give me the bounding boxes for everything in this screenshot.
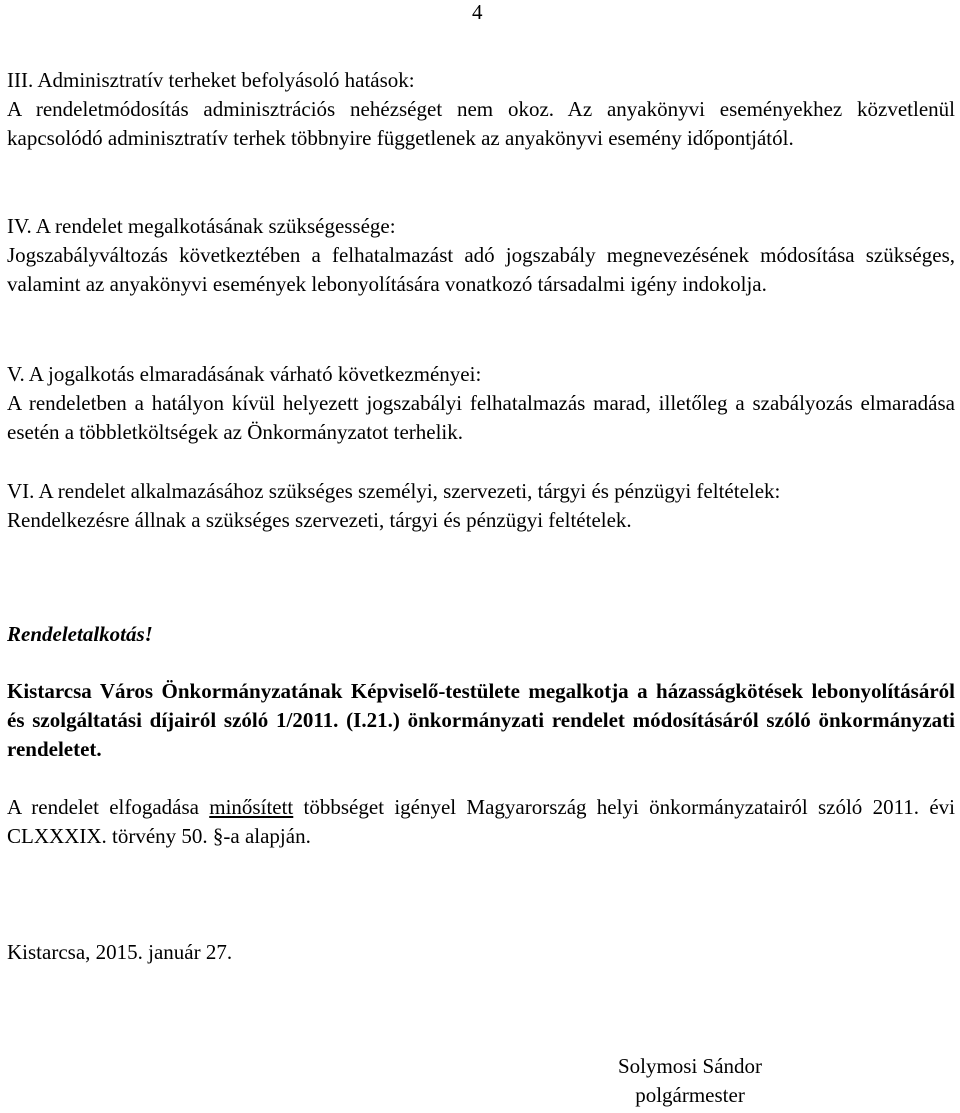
section-heading: V. A jogalkotás elmaradásának várható következményei: xyxy=(7,362,482,386)
section-text: Rendelkezésre állnak a szükséges szervezeti, tárgyi és pénzügyi feltételek. xyxy=(7,508,632,532)
date-place: Kistarcsa, 2015. január 27. xyxy=(7,940,233,964)
signature-block xyxy=(602,1052,778,1110)
section-conditions xyxy=(7,477,955,535)
adoption-underlined-term: minősített xyxy=(209,795,294,819)
section-administrative-burdens xyxy=(7,66,955,153)
rendeletalkotas-heading: Rendeletalkotás! xyxy=(7,622,153,646)
section-heading: VI. A rendelet alkalmazásához szükséges személyi, szervezeti, tárgyi és pénzügyi feltételek: xyxy=(7,479,781,503)
section-text: Jogszabályváltozás következtében a felhatalmazást adó jogszabály megnevezésének módosítása szükséges, valamint az anyakönyvi események lebonyolítására vonatkozó társadalmi igény indokolja. xyxy=(7,243,955,296)
signatory-name: Solymosi Sándor xyxy=(617,1054,763,1078)
adoption-text xyxy=(7,793,955,851)
section-text: A rendeletben a hatályon kívül helyezett jogszabályi felhatalmazás marad, illetőleg a szabályozás elmaradása esetén a többletköltségek az Önkormányzatot terhelik. xyxy=(7,391,955,444)
section-heading: IV. A rendelet megalkotásának szükségessége: xyxy=(7,214,396,238)
resolution-text: Kistarcsa Város Önkormányzatának Képviselő-testülete megalkotja a házasságkötések lebonyolításáról és szolgáltatási díjairól szóló 1/2011. (I.21.) önkormányzati rendelet módosításáról szóló önkormányzati rendeletet. xyxy=(7,679,955,761)
signatory-title: polgármester xyxy=(635,1083,745,1107)
section-necessity xyxy=(7,212,955,299)
section-text: A rendeletmódosítás adminisztrációs nehézséget nem okoz. Az anyakönyvi eseményekhez közvetlenül kapcsolódó adminisztratív terhek többnyire függetlenek az anyakönyvi esemény időpontjától. xyxy=(7,97,955,150)
section-heading: III. Adminisztratív terheket befolyásoló hatások: xyxy=(7,68,415,92)
adoption-text-after: többséget igényel Magyarország helyi önkormányzatairól szóló 2011. évi CLXXXIX. törvény 50. §-a alapján. xyxy=(7,795,955,848)
page-number: 4 xyxy=(472,0,483,24)
section-consequences xyxy=(7,360,955,447)
adoption-text-before: A rendelet elfogadása xyxy=(7,795,210,819)
